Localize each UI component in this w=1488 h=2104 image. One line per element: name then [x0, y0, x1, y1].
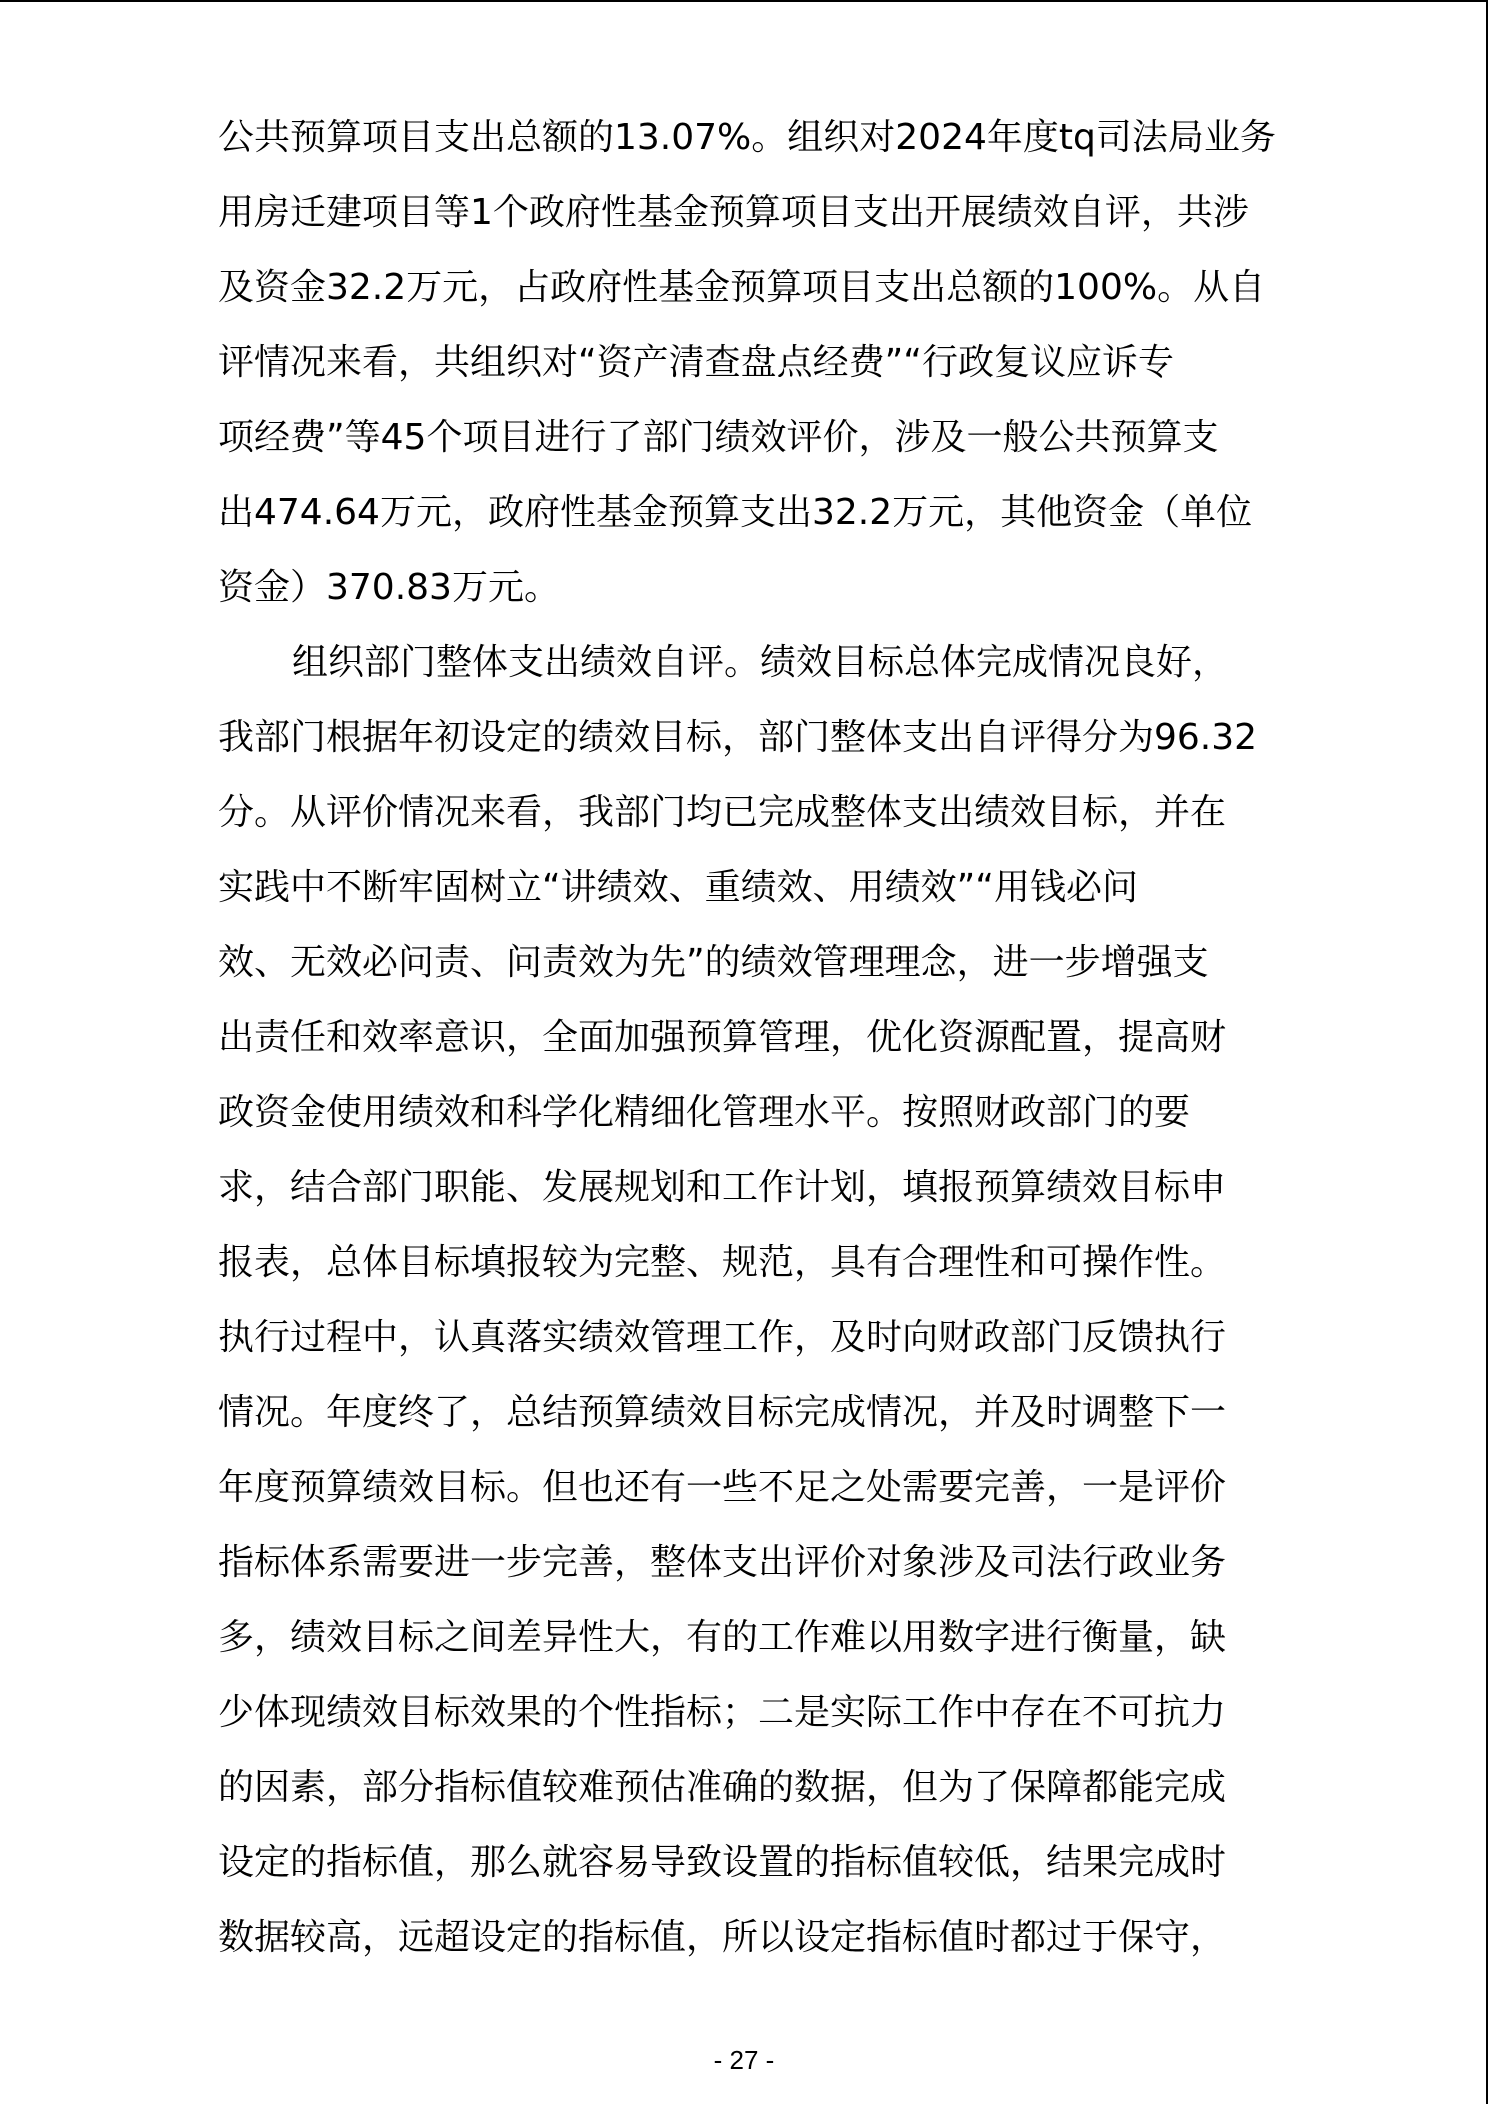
paragraph-line: 政资金使用绩效和科学化精细化管理水平。按照财政部门的要: [218, 1092, 1191, 1133]
paragraph-line: 指标体系需要进一步完善，整体支出评价对象涉及司法行政业务: [218, 1542, 1227, 1583]
paragraph-line: 多，绩效目标之间差异性大，有的工作难以用数字进行衡量，缺: [218, 1617, 1227, 1658]
page-number: - 27 -: [713, 2045, 775, 2075]
paragraph-line: 项经费”等45个项目进行了部门绩效评价，涉及一般公共预算支: [218, 417, 1219, 458]
paragraph-line: 用房迁建项目等1个政府性基金预算项目支出开展绩效自评，共涉: [218, 192, 1249, 233]
top-border-line: [0, 0, 1488, 2]
paragraph-line: 出474.64万元，政府性基金预算支出32.2万元，其他资金（单位: [218, 492, 1253, 533]
paragraph-line: 我部门根据年初设定的绩效目标，部门整体支出自评得分为96.32: [218, 717, 1258, 758]
paragraph-2: [218, 625, 1288, 1975]
paragraph-line: 组织部门整体支出绩效自评。绩效目标总体完成情况良好，: [292, 642, 1229, 683]
document-body: [218, 100, 1288, 1975]
paragraph-line: 年度预算绩效目标。但也还有一些不足之处需要完善，一是评价: [218, 1467, 1227, 1508]
paragraph-line: 的因素，部分指标值较难预估准确的数据，但为了保障都能完成: [218, 1767, 1227, 1808]
paragraph-line: 分。从评价情况来看，我部门均已完成整体支出绩效目标，并在: [218, 792, 1227, 833]
paragraph-line: 数据较高，远超设定的指标值，所以设定指标值时都过于保守，: [218, 1917, 1227, 1958]
paragraph-line: 情况。年度终了，总结预算绩效目标完成情况，并及时调整下一: [218, 1392, 1227, 1433]
paragraph-line: 资金）370.83万元。: [218, 567, 560, 608]
paragraph-line: 实践中不断牢固树立“讲绩效、重绩效、用绩效”“用钱必问: [218, 867, 1138, 908]
paragraph-line: 执行过程中，认真落实绩效管理工作，及时向财政部门反馈执行: [218, 1317, 1227, 1358]
paragraph-line: 求，结合部门职能、发展规划和工作计划，填报预算绩效目标申: [218, 1167, 1227, 1208]
paragraph-line: 设定的指标值，那么就容易导致设置的指标值较低，结果完成时: [218, 1842, 1227, 1883]
paragraph-line: 及资金32.2万元，占政府性基金预算项目支出总额的100%。从自: [218, 267, 1266, 308]
paragraph-1: [218, 100, 1288, 625]
paragraph-line: 评情况来看，共组织对“资产清查盘点经费”“行政复议应诉专: [218, 342, 1174, 383]
paragraph-line: 效、无效必问责、问责效为先”的绩效管理理念，进一步增强支: [218, 942, 1209, 983]
paragraph-line: 出责任和效率意识，全面加强预算管理，优化资源配置，提高财: [218, 1017, 1227, 1058]
paragraph-line: 报表，总体目标填报较为完整、规范，具有合理性和可操作性。: [218, 1242, 1227, 1283]
paragraph-line: 公共预算项目支出总额的13.07%。组织对2024年度tq司法局业务: [218, 117, 1276, 158]
paragraph-line: 少体现绩效目标效果的个性指标；二是实际工作中存在不可抗力: [218, 1692, 1227, 1733]
